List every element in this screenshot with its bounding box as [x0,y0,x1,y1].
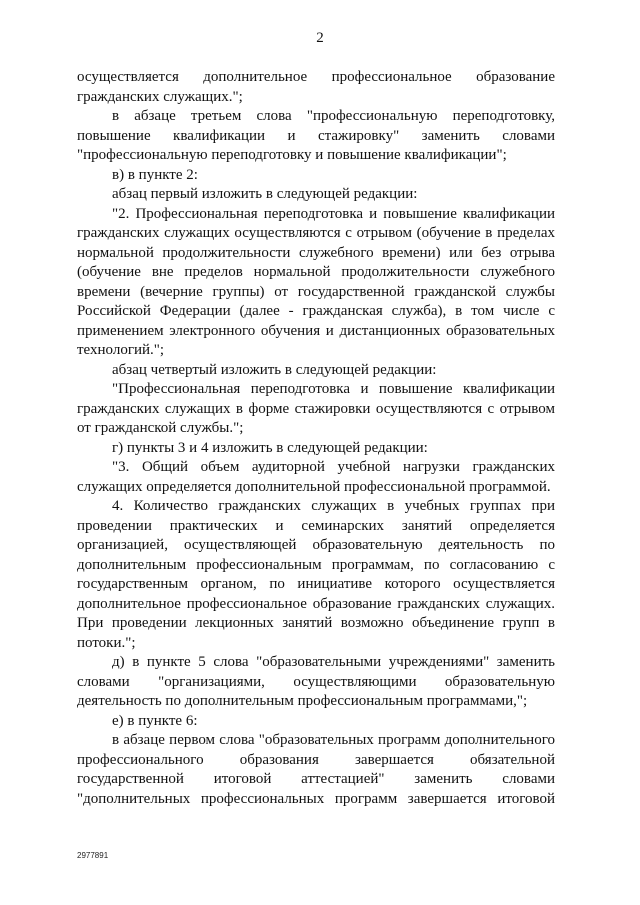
page-number: 2 [316,30,324,46]
paragraph-clause-2: "2. Профессиональная переподготовка и повышение квалификации гражданских служащих осуществляются с отрывом (обучение в пределах нормальной продолжительности служебного времени) или без отрыва (обучение вне пределов нормальной продолжительности служебного времени (вечерние группы) от государственной гражданской службы Российской Федерации (далее - гражданская служба), в том числе с применением электронного обучения и дистанционных образовательных технологий."; [77,205,555,358]
paragraph-item-e: е) в пункте 6: [112,712,198,729]
paragraph-internship: "Профессиональная переподготовка и повышение квалификации гражданских служащих в форме стажировки осуществляются с отрывом от гражданской службы."; [77,381,555,436]
paragraph-clause-3: "3. Общий объем аудиторной учебной нагрузки гражданских служащих определяется дополнительной профессиональной программой. [77,459,555,495]
paragraph-item-d: д) в пункте 5 слова "образовательными учреждениями" заменить словами "организациями, осуществляющими образовательную деятельность по дополнительным профессиональным программами,"; [77,654,555,709]
paragraph-item-g: г) пункты 3 и 4 изложить в следующей редакции: [112,439,428,456]
paragraph-amend-third: в абзаце третьем слова "профессиональную переподготовку, повышение квалификации и стажировку" заменить словами "профессиональную переподготовку и повышение квалификации"; [77,108,555,163]
paragraph-first-redaction: абзац первый изложить в следующей редакции: [112,186,418,202]
paragraph-continuation: осуществляется дополнительное профессиональное образование гражданских служащих."; [77,69,555,105]
paragraph-clause-4: 4. Количество гражданских служащих в учебных группах при проведении практических и семинарских занятий определяется организацией, осуществляющей образовательную деятельность по дополнительным профессиональным программам, по согласованию с государственным органом, по инициативе которого осуществляется дополнительное профессиональное образование гражданских служащих. При проведении лекционных занятий возможно объединение групп в потоки."; [77,498,555,651]
paragraph-item-v: в) в пункте 2: [112,166,198,183]
paragraph-amend-first: в абзаце первом слова "образовательных программ дополнительного профессионального образования завершается обязательной государственной итоговой аттестацией" заменить словами "дополнительных профессиональных программ завершается итоговой [77,732,555,807]
document-body [77,68,555,809]
paragraph-fourth-redaction: абзац четвертый изложить в следующей редакции: [112,361,437,378]
footer-document-code: 2977891 [77,851,109,860]
